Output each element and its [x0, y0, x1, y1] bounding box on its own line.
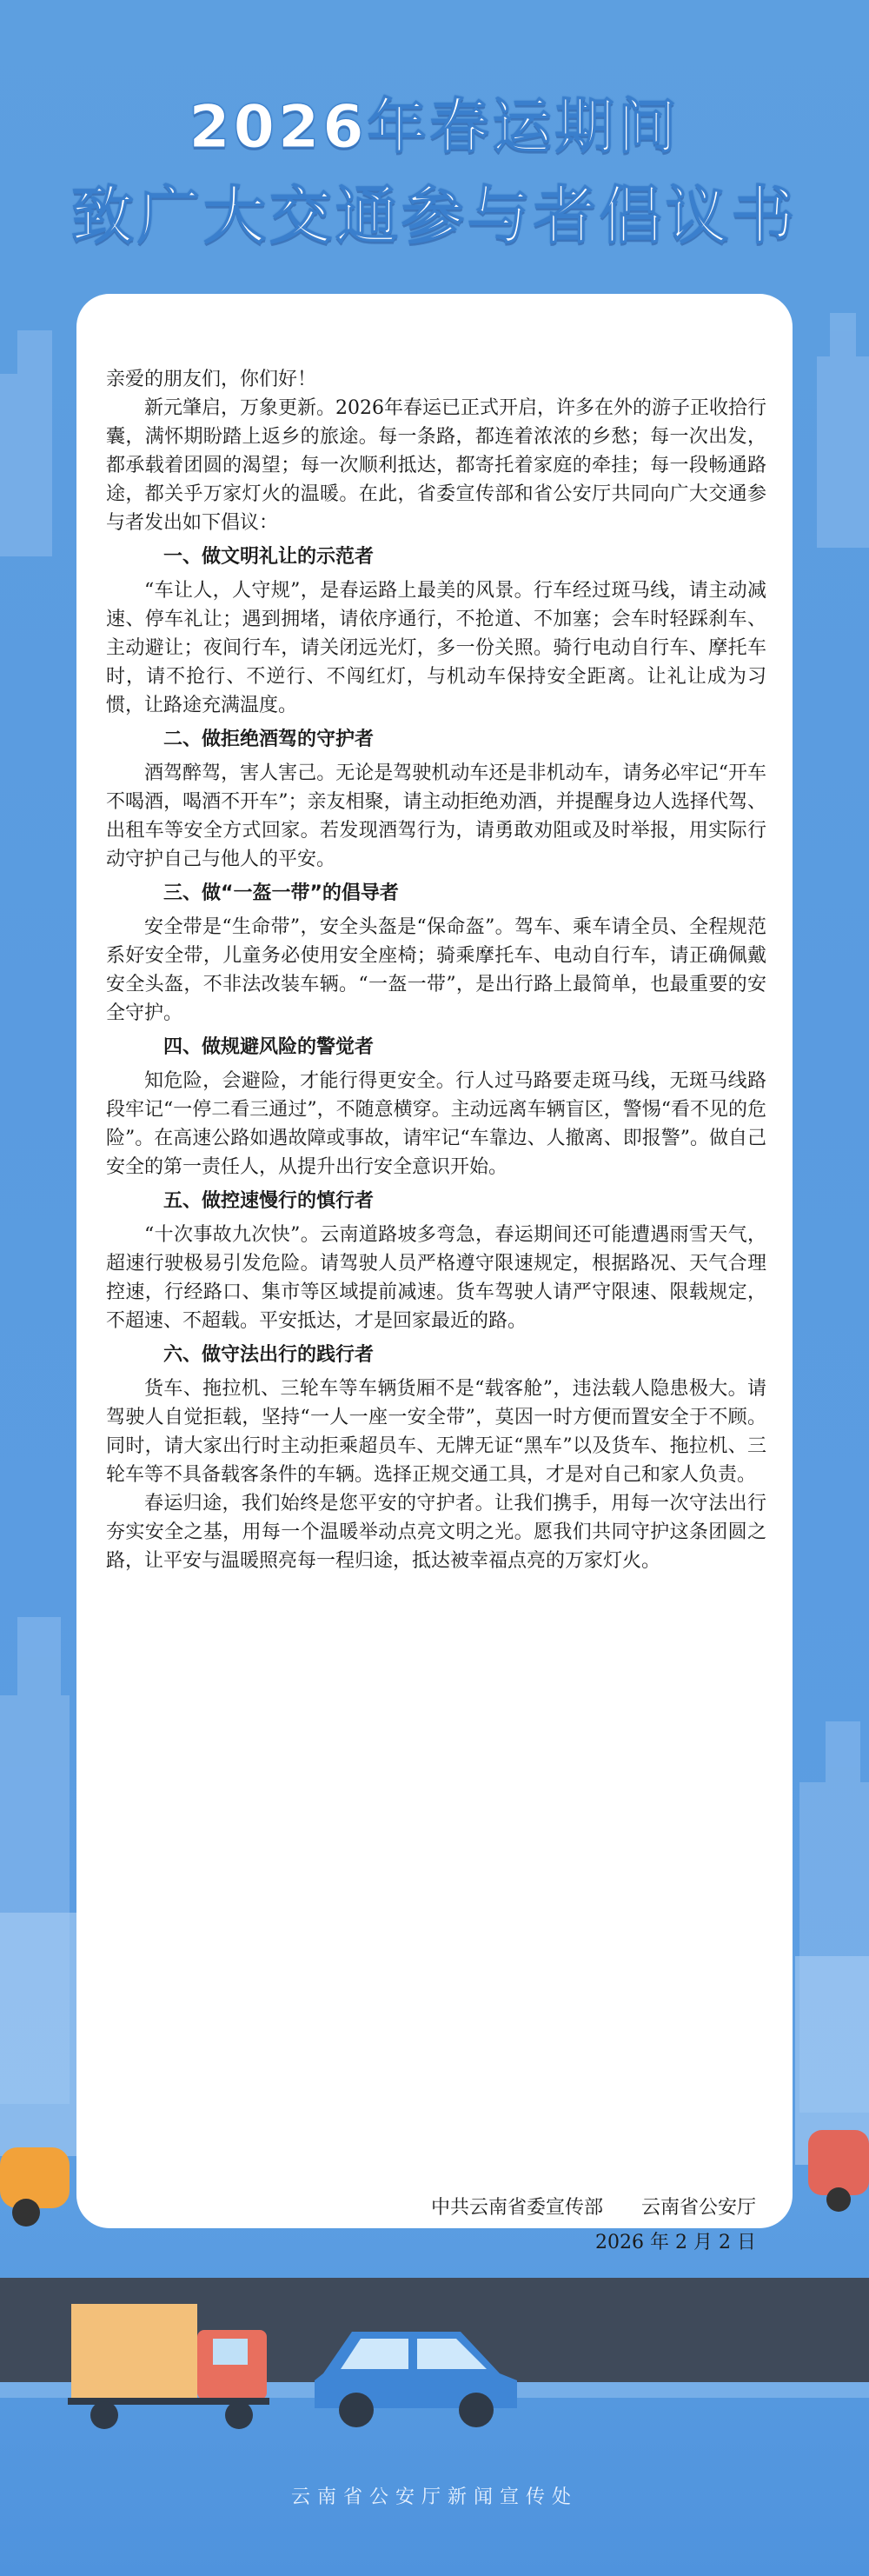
section-heading-6: 六、做守法出行的践行者	[156, 1341, 382, 1369]
greeting: 亲爱的朋友们，你们好！	[106, 369, 317, 390]
page-title-line2: 致广大交通参与者倡议书	[70, 179, 798, 252]
section-heading-1: 一、做文明礼让的示范者	[156, 542, 382, 571]
footer-text: 云南省公安厅新闻宣传处	[290, 2486, 578, 2508]
section-heading-5: 五、做控速慢行的慎行者	[156, 1187, 382, 1215]
section-text-6: 货车、拖拉机、三轮车等车辆货厢不是“载客舱”，违法载人隐患极大。请驾驶人自觉拒载，坚持“一人一座一安全带”，莫因一时方便而置安全于不顾。同时，请大家出行时主动拒乘超员车、无牌无证“黑车”以及货车、拖拉机、三轮车等不具备载客条件的车辆。选择正规交通工具，才是对自己和家人负责。	[106, 1378, 766, 1486]
letter-body	[106, 365, 766, 1575]
red-car-icon	[808, 2130, 869, 2212]
page-title-line1: 2026年春运期间	[189, 93, 680, 162]
closing-paragraph: 春运归途，我们始终是您平安的守护者。让我们携手，用每一次守法出行夯实安全之基，用每一个温暖举动点亮文明之光。愿我们共同守护这条团圆之路，让平安与温暖照亮每一程归途，抵达被幸福点亮的万家灯火。	[106, 1493, 766, 1572]
section-text-5: “十次事故九次快”。云南道路坡多弯急，春运期间还可能遭遇雨雪天气，超速行驶极易引发危险。请驾驶人员严格遵守限速规定，根据路况、天气合理控速，行经路口、集市等区域提前减速。货车驾驶人请严守限速、限载规定，不超速、不超载。平安抵达，才是回家最近的路。	[106, 1224, 766, 1332]
intro-paragraph: 新元肇启，万象更新。2026年春运已正式开启，许多在外的游子正收拾行囊，满怀期盼踏上返乡的旅途。每一条路，都连着浓浓的乡愁；每一次出发，都承载着团圆的渴望；每一次顺利抵达，都寄托着家庭的牵挂；每一段畅通路途，都关乎万家灯火的温暖。在此，省委宣传部和省公安厅共同向广大交通参与者发出如下倡议：	[106, 397, 766, 534]
section-text-3: 安全带是“生命带”，安全头盔是“保命盔”。驾车、乘车请全员、全程规范系好安全带，儿童务必使用安全座椅；骑乘摩托车、电动自行车，请正确佩戴安全头盔，不非法改装车辆。“一盔一带”，是出行路上最简单，也最重要的安全守护。	[106, 916, 766, 1024]
section-text-2: 酒驾醉驾，害人害己。无论是驾驶机动车还是非机动车，请务必牢记“开车不喝酒，喝酒不开车”；亲友相聚，请主动拒绝劝酒，并提醒身边人选择代驾、出租车等安全方式回家。若发现酒驾行为，请勇敢劝阻或及时举报，用实际行动守护自己与他人的平安。	[106, 762, 766, 870]
signature-block	[431, 2191, 756, 2260]
section-text-1: “车让人，人守规”，是春运路上最美的风景。行车经过斑马线，请主动减速、停车礼让；遇到拥堵，请依序通行，不抢道、不加塞；会车时轻踩刹车、主动避让；夜间行车，请关闭远光灯，多一份关照。骑行电动自行车、摩托车时，请不抢行、不逆行、不闯红灯，与机动车保持安全距离。让礼让成为习惯，让路途充满温度。	[106, 580, 766, 716]
section-heading-4: 四、做规避风险的警觉者	[156, 1033, 382, 1062]
signature-date: 2026 年 2 月 2 日	[595, 2232, 756, 2253]
signature: 中共云南省委宣传部 云南省公安厅	[430, 2197, 756, 2219]
section-heading-2: 二、做拒绝酒驾的守护者	[156, 725, 382, 754]
orange-car-icon	[0, 2147, 70, 2227]
section-text-4: 知危险，会避险，才能行得更安全。行人过马路要走斑马线，无斑马线路段牢记“一停二看三通过”，不随意横穿。主动远离车辆盲区，警惕“看不见的危险”。在高速公路如遇故障或事故，请牢记“车靠边、人撤离、即报警”。做自己安全的第一责任人，从提升出行安全意识开始。	[106, 1070, 766, 1178]
section-heading-3: 三、做“一盔一带”的倡导者	[156, 879, 408, 908]
